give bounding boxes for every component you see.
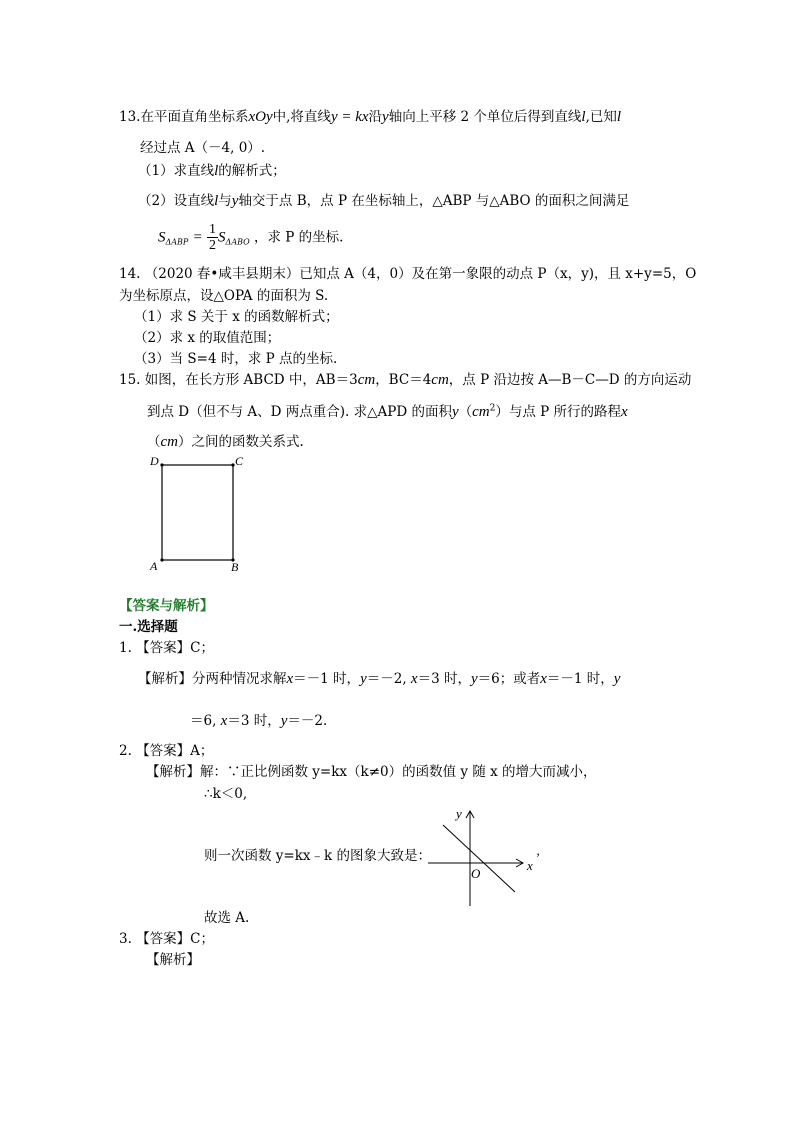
text: 到点 D（但不与 A、D 两点重合). 求△APD 的面积: [147, 404, 452, 420]
math-x: x: [621, 404, 628, 420]
text: 【答案】A；: [136, 743, 214, 759]
rectangle-abcd-figure: [140, 450, 250, 575]
text: 2.: [119, 743, 137, 759]
text: 与: [218, 193, 232, 209]
vertex-a: [160, 558, 163, 561]
math-l: l: [581, 109, 586, 125]
text: （: [458, 404, 473, 420]
function-line: [443, 825, 515, 892]
math-x: x: [220, 713, 228, 729]
math-y: y: [470, 671, 478, 687]
math-x: x: [540, 671, 547, 687]
linear-graph-figure: [425, 802, 550, 910]
text: 3.: [119, 931, 137, 947]
label-y: y: [456, 806, 462, 821]
answer-1: [119, 640, 214, 656]
math-l: l: [214, 163, 219, 179]
text: 1.: [119, 640, 137, 656]
answer-2-explanation: [146, 764, 597, 780]
text: ,已知: [585, 109, 617, 125]
label-b: B: [231, 560, 239, 574]
fraction-half: [207, 222, 218, 254]
text: ＝3 时，: [417, 671, 471, 687]
text: 【解析】: [138, 671, 192, 687]
math-xoy: xOy: [248, 109, 273, 125]
q15-line3: [147, 433, 304, 451]
text: ＝6；或者: [477, 671, 541, 687]
q14-line2: 为坐标原点，设△OPA 的面积为 S.: [119, 288, 329, 304]
math-sub: ΔABO: [225, 237, 250, 247]
text: ＝－2,: [366, 671, 411, 687]
math-y: y: [382, 109, 389, 125]
text: 沿: [368, 109, 383, 125]
text: 15. 如图，在长方形 ABCD 中，AB＝3: [119, 372, 358, 388]
text: ＝－2.: [287, 713, 328, 729]
text: ＝－1 时，: [546, 671, 614, 687]
math-cm: cm: [357, 372, 376, 388]
math-eq: y = kx: [330, 109, 369, 125]
text: ，求 P 的坐标.: [253, 229, 344, 246]
text: 轴向上平移 2 个单位后得到直线: [388, 109, 582, 125]
text: （1）求直线: [138, 163, 215, 179]
math-l: l: [616, 109, 622, 125]
math-s: S: [218, 229, 226, 246]
q14-part1: （1）求 S 关于 x 的函数解析式；: [134, 309, 339, 325]
text: ，BC＝4: [375, 372, 432, 388]
answers-heading: 【答案与解析】: [119, 598, 214, 614]
answer-2-conclusion: 故选 A.: [204, 910, 250, 926]
q13-part2: [138, 192, 629, 210]
text: （2）设直线: [138, 193, 215, 209]
text: 13.在平面直角坐标系: [119, 109, 249, 125]
math-y: y: [280, 713, 288, 729]
label-prime: ’: [535, 850, 540, 865]
text: 【解析】: [146, 764, 200, 780]
q14-line1: 14. （2020 春•咸丰县期末）已知点 A（4，0）及在第一象限的动点 P（x，y)，且 x+y=5，O: [119, 266, 697, 282]
vertex-d: [160, 463, 163, 466]
text: 【答案】C；: [136, 931, 215, 947]
superscript: 2: [489, 403, 496, 414]
text: ＝6,: [190, 713, 221, 729]
answer-2-graph-sentence: 则一次函数 y=kx﹣k 的图象大致是：: [204, 848, 431, 864]
label-c: C: [235, 454, 244, 468]
math-cm: cm: [472, 404, 490, 420]
answer-2: [119, 743, 213, 759]
q13-part1: [138, 162, 286, 180]
math-eq-sign: =: [192, 229, 203, 246]
text: ＝3 时，: [227, 713, 281, 729]
math-y: y: [451, 404, 459, 420]
denominator: 2: [209, 238, 217, 254]
answer-1-explanation-cont: [190, 712, 327, 730]
label-d: D: [150, 454, 159, 468]
text: 中,将直线: [272, 109, 331, 125]
math-x: x: [410, 671, 418, 687]
q15-line1: [119, 371, 691, 389]
math-sub: ΔABP: [165, 237, 189, 247]
numerator: 1: [209, 222, 217, 237]
text: 的解析式；: [218, 163, 286, 179]
q13-line2: 经过点 A（－4, 0）.: [140, 140, 266, 156]
rectangle: [162, 465, 233, 560]
text: ，点 P 沿边按 A—B－C—D 的方向运动: [448, 372, 692, 388]
section-choice: 一.选择题: [119, 619, 178, 635]
q13-line1: [119, 108, 621, 126]
answer-3: [119, 931, 214, 947]
label-a: A: [150, 559, 158, 573]
math-s: S: [158, 229, 166, 246]
q13-formula: [158, 222, 343, 254]
text: ＝－1 时，: [293, 671, 361, 687]
q15-line2: [147, 403, 628, 421]
label-x: x: [527, 858, 533, 873]
q14-part2: （2）求 x 的取值范围；: [134, 330, 281, 346]
text: 解：∵正比例函数 y=kx（k≠0）的函数值 y 随 x 的增大而减小，: [200, 764, 597, 780]
math-l: l: [214, 193, 219, 209]
q14-part3: （3）当 S=4 时，求 P 点的坐标.: [134, 351, 338, 367]
text: （: [147, 434, 161, 450]
math-y: y: [613, 671, 621, 687]
text: ）之间的函数关系式.: [178, 434, 304, 450]
math-cm: cm: [160, 434, 178, 450]
math-x: x: [286, 671, 294, 687]
text: ）与点 P 所行的路程: [495, 404, 622, 420]
text: 轴交于点 B，点 P 在坐标轴上，△ABP 与△ABO 的面积之间满足: [238, 193, 630, 209]
label-origin: O: [471, 866, 481, 881]
math-y: y: [360, 671, 367, 687]
text: 【答案】C；: [136, 640, 215, 656]
math-y: y: [231, 193, 239, 209]
answer-2-k-negative: ∴k＜0,: [204, 786, 248, 802]
answer-3-explanation: 【解析】: [146, 952, 200, 968]
text: 分两种情况求解: [192, 671, 287, 687]
math-cm: cm: [431, 372, 449, 388]
answer-1-explanation: [138, 670, 620, 688]
